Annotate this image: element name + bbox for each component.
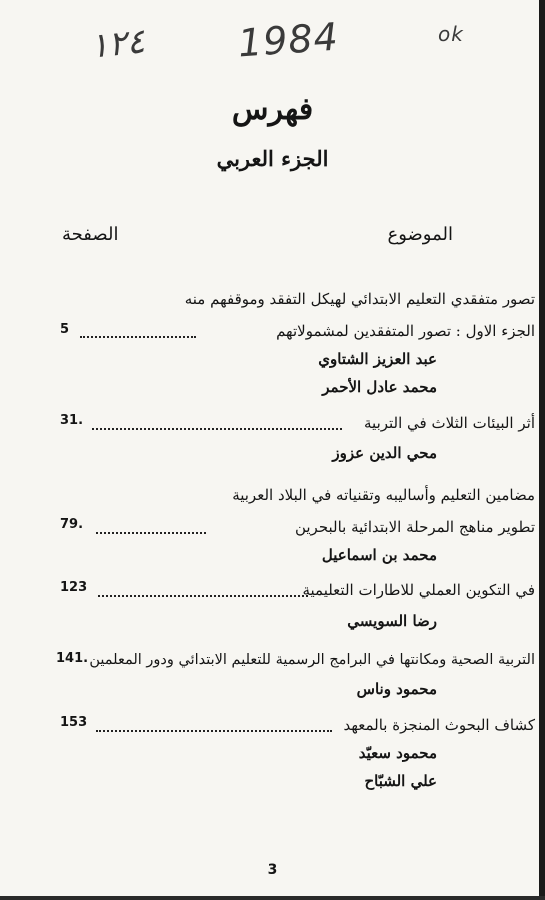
scan-edge-bottom xyxy=(0,896,545,900)
entry-5-title: التربية الصحية ومكانتها في البرامج الرسمية للتعليم الابتدائي ودور المعلمين xyxy=(89,652,535,668)
page-number: 3 xyxy=(267,862,278,878)
entry-2-page: 31. xyxy=(60,413,84,428)
entry-6-leader-dots xyxy=(96,730,332,732)
entry-4-title: في التكوين العملي للاطارات التعليمية xyxy=(302,581,535,599)
entry-6-page: 153 xyxy=(60,715,88,730)
topic-column-header: الموضوع xyxy=(387,224,453,245)
entry-3-leader-dots xyxy=(96,532,206,534)
entry-1-title: الجزء الاول : تصور المتفقدين لمشمولاتهم xyxy=(276,322,535,340)
entry-1-heading: تصور متفقدي التعليم الابتدائي لهيكل التفقد وموقفهم منه xyxy=(184,290,535,308)
handwritten-ok-mark: ok xyxy=(438,22,464,46)
entry-4-page: 123 xyxy=(60,580,88,595)
page-subtitle: الجزء العربي xyxy=(216,146,329,171)
entry-1-author-2: محمد عادل الأحمر xyxy=(322,378,437,396)
entry-3-page: 79. xyxy=(60,517,84,532)
entry-1-leader-dots xyxy=(80,336,196,338)
entry-2-title: أثر البيئات الثلاث في التربية xyxy=(364,414,535,432)
handwritten-year: 1984 xyxy=(236,14,341,66)
entry-6-author-1: محمود سعيّد xyxy=(358,744,437,762)
page-title: فهرس xyxy=(231,92,314,127)
entry-1-author-1: عبد العزيز الشتاوي xyxy=(318,350,437,368)
scan-edge-right xyxy=(539,0,545,900)
handwritten-number: ١٢٤ xyxy=(88,21,147,67)
entry-5-page: 141. xyxy=(56,651,89,666)
entry-2-author-1: محي الدين عزوز xyxy=(332,444,437,462)
entry-4-leader-dots xyxy=(98,595,308,597)
entry-6-author-2: علي الشبّاح xyxy=(364,772,437,790)
entry-2-leader-dots xyxy=(92,428,342,430)
entry-5-author-1: محمود وناس xyxy=(356,680,437,698)
entry-6-title: كشاف البحوث المنجزة بالمعهد xyxy=(343,716,535,734)
entry-3-heading: مضامين التعليم وأساليبه وتقنياته في البلاد العربية xyxy=(232,486,535,504)
entry-4-author-1: رضا السويسي xyxy=(347,612,437,630)
entry-1-page: 5 xyxy=(60,322,70,337)
page-column-header: الصفحة xyxy=(62,224,119,245)
entry-3-title: تطوير مناهج المرحلة الابتدائية بالبحرين xyxy=(294,518,535,536)
entry-3-author-1: محمد بن اسماعيل xyxy=(321,546,437,564)
